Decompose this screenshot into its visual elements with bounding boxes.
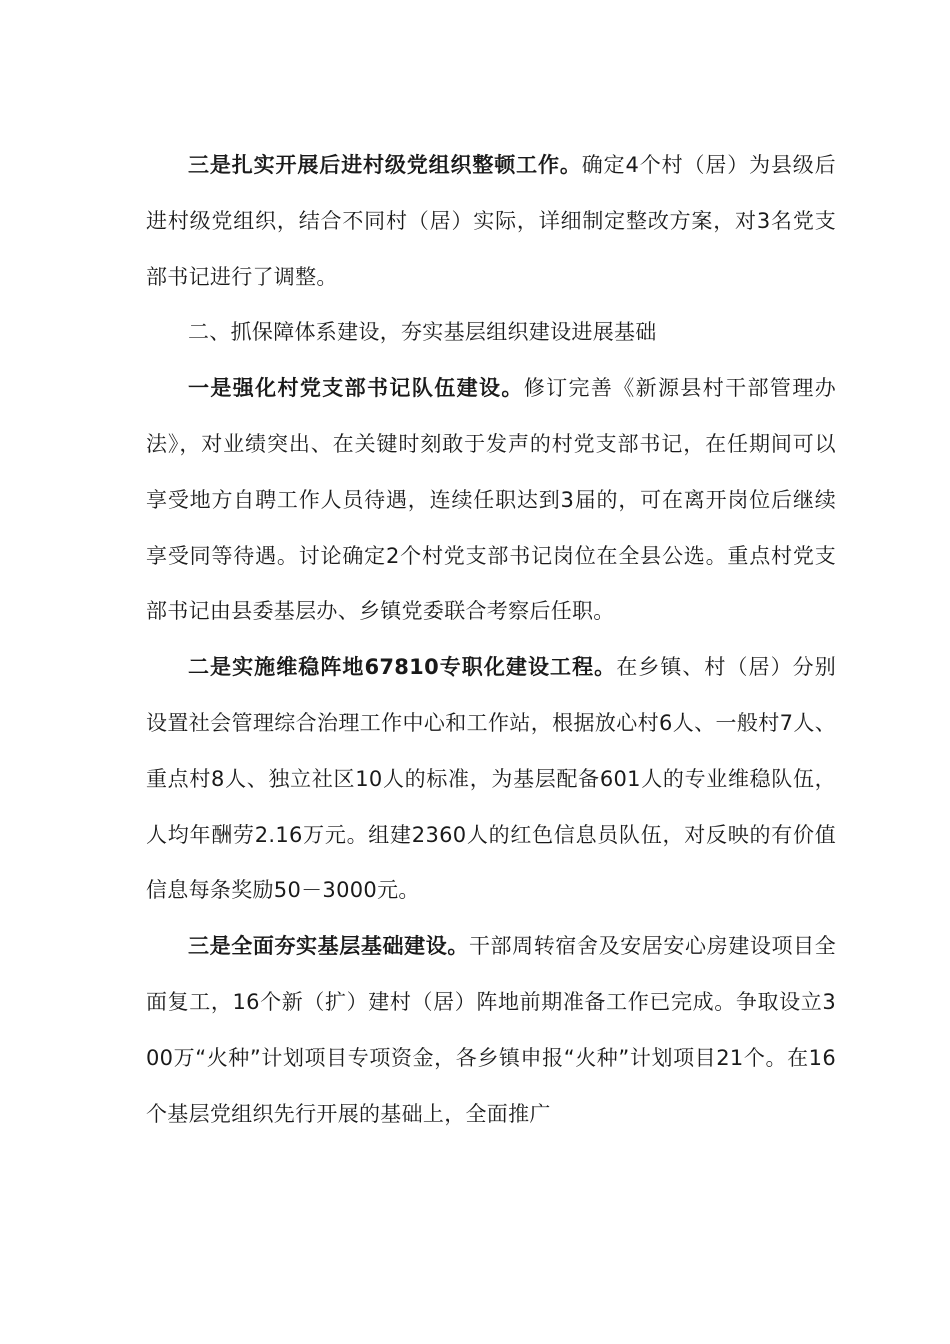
paragraph-text: 在乡镇、村（居）分别设置社会管理综合治理工作中心和工作站，根据放心村6人、一般村7人、重点村8人、独立社区10人的标准，为基层配备601人的专业维稳队伍，人均年酬劳2.16万元。组建2360人的红色信息员队伍，对反映的有价值信息每条奖励50－3000元。: [146, 655, 837, 903]
paragraph-grassroots-infrastructure: [146, 919, 836, 1142]
paragraph-rectify-backward-party-orgs: [146, 138, 836, 305]
section-heading-text: 二、抓保障体系建设，夯实基层组织建设进展基础: [188, 320, 657, 345]
paragraph-text: 干部周转宿舍及安居安心房建设项目全面复工，16个新（扩）建村（居）阵地前期准备工作已完成。争取设立300万“火种”计划项目专项资金，各乡镇申报“火种”计划项目21个。在16个基层党组织先行开展的基础上，全面推广: [146, 934, 836, 1126]
paragraph-text: 修订完善《新源县村干部管理办法》，对业绩突出、在关键时刻敢于发声的村党支部书记，在任期间可以享受地方自聘工作人员待遇，连续任职达到3届的，可在离开岗位后继续享受同等待遇。讨论确定2个村党支部书记岗位在全县公选。重点村党支部书记由县委基层办、乡镇党委联合考察后任职。: [146, 376, 836, 624]
paragraph-stability-project: [146, 640, 836, 919]
paragraph-lead: 二是实施维稳阵地67810专职化建设工程。: [188, 655, 617, 680]
document-body: [146, 138, 836, 1142]
paragraph-secretary-team: [146, 361, 836, 640]
paragraph-lead: 三是扎实开展后进村级党组织整顿工作。: [188, 153, 582, 177]
paragraph-lead: 一是强化村党支部书记队伍建设。: [188, 376, 524, 401]
paragraph-lead: 三是全面夯实基层基础建设。: [188, 934, 469, 959]
section-heading: [146, 305, 836, 361]
paragraph-text: 确定4个村（居）为县级后进村级党组织，结合不同村（居）实际，详细制定整改方案，对3名党支部书记进行了调整。: [146, 153, 836, 289]
